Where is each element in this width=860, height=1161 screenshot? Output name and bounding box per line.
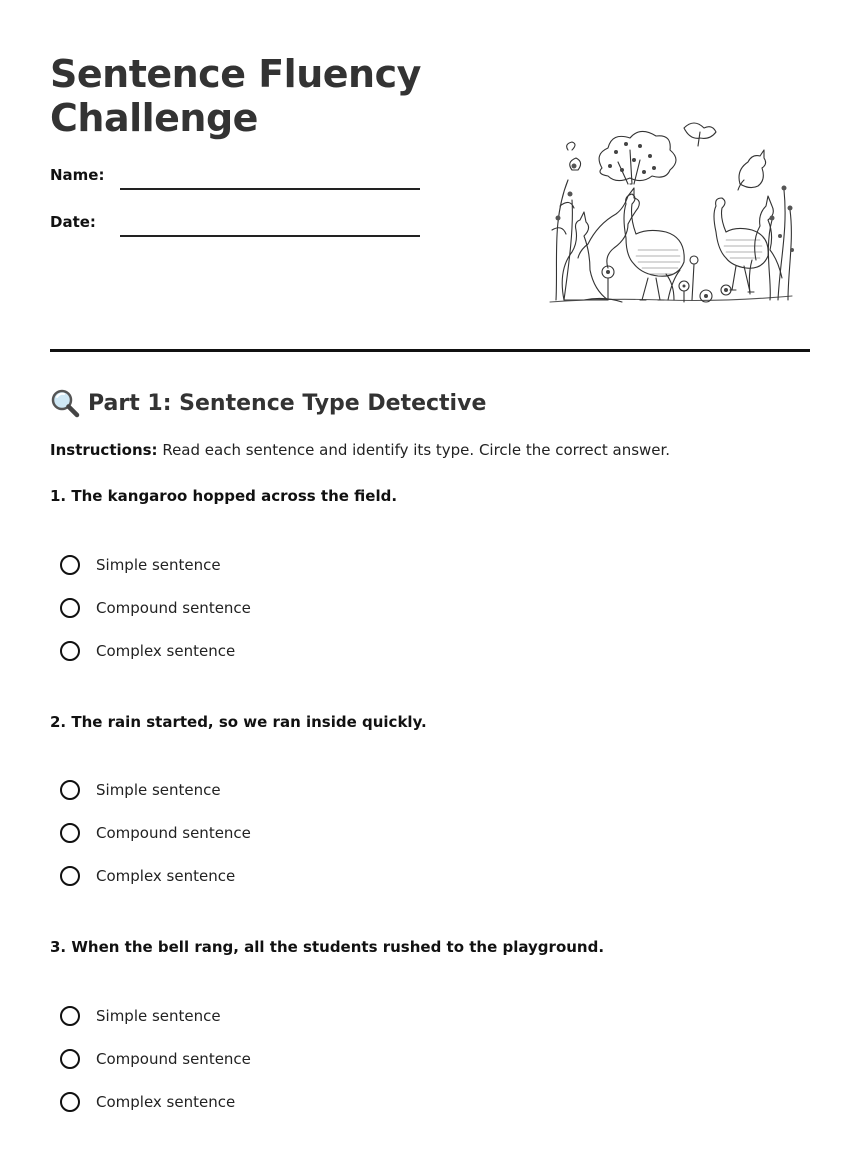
question-1 bbox=[50, 487, 810, 660]
q3-option-simple[interactable] bbox=[60, 1003, 221, 1029]
instructions bbox=[50, 441, 670, 459]
option-label: Simple sentence bbox=[96, 1007, 221, 1025]
radio-circle-icon[interactable] bbox=[60, 1006, 80, 1026]
q2-option-simple[interactable] bbox=[60, 777, 221, 803]
q3-option-complex[interactable] bbox=[60, 1089, 235, 1115]
instructions-text: Read each sentence and identify its type. Circle the correct answer. bbox=[157, 441, 671, 459]
name-field bbox=[50, 166, 420, 196]
part1-title bbox=[50, 388, 486, 418]
q2-option-compound[interactable] bbox=[60, 820, 251, 846]
radio-circle-icon[interactable] bbox=[60, 780, 80, 800]
date-label: Date: bbox=[50, 213, 96, 231]
radio-circle-icon[interactable] bbox=[60, 823, 80, 843]
worksheet-title: Sentence Fluency Challenge bbox=[50, 52, 421, 140]
date-input-line[interactable] bbox=[120, 235, 420, 237]
option-label: Complex sentence bbox=[96, 1093, 236, 1111]
option-label: Simple sentence bbox=[96, 556, 221, 574]
header-divider bbox=[50, 349, 810, 352]
date-field bbox=[50, 213, 420, 243]
question-1-text: 1. The kangaroo hopped across the field. bbox=[50, 487, 398, 505]
q1-option-compound[interactable] bbox=[60, 595, 251, 621]
q2-option-complex[interactable] bbox=[60, 863, 235, 889]
question-3 bbox=[50, 938, 810, 1111]
radio-circle-icon[interactable] bbox=[60, 1092, 80, 1112]
option-label: Complex sentence bbox=[96, 867, 236, 885]
option-label: Complex sentence bbox=[96, 642, 236, 660]
radio-circle-icon[interactable] bbox=[60, 866, 80, 886]
q1-option-complex[interactable] bbox=[60, 638, 235, 664]
name-label: Name: bbox=[50, 166, 105, 184]
name-input-line[interactable] bbox=[120, 188, 420, 190]
radio-circle-icon[interactable] bbox=[60, 1049, 80, 1069]
question-2 bbox=[50, 713, 810, 885]
option-label: Compound sentence bbox=[96, 824, 251, 842]
question-3-text: 3. When the bell rang, all the students rushed to the playground. bbox=[50, 938, 605, 956]
radio-circle-icon[interactable] bbox=[60, 641, 80, 661]
option-label: Compound sentence bbox=[96, 599, 251, 617]
instructions-label: Instructions: bbox=[50, 441, 158, 459]
part1-title-text: Part 1: Sentence Type Detective bbox=[88, 390, 487, 416]
q3-option-compound[interactable] bbox=[60, 1046, 251, 1072]
option-label: Simple sentence bbox=[96, 781, 221, 799]
radio-circle-icon[interactable] bbox=[60, 555, 80, 575]
question-2-text: 2. The rain started, so we ran inside quickly. bbox=[50, 713, 427, 731]
magnifying-glass-icon bbox=[50, 388, 80, 418]
australian-wildlife-sketch-icon bbox=[544, 110, 798, 310]
q1-option-simple[interactable] bbox=[60, 552, 221, 578]
radio-circle-icon[interactable] bbox=[60, 598, 80, 618]
option-label: Compound sentence bbox=[96, 1050, 251, 1068]
